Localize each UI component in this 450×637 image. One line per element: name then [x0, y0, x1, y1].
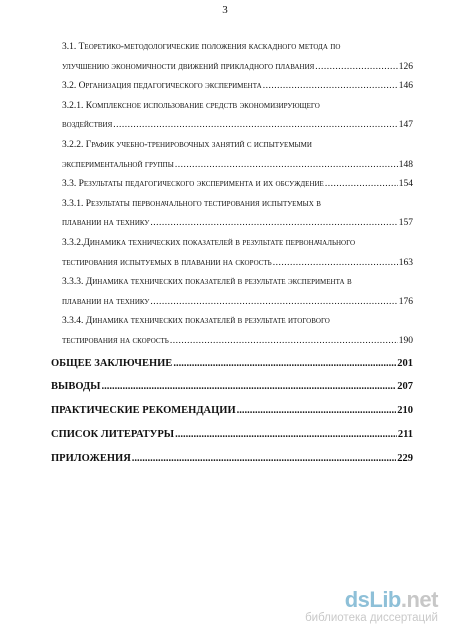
toc-entry-last-line: [62, 116, 413, 136]
toc-leader-dots: [150, 214, 397, 234]
toc-entry-title-line: 3.1. Теоретико-методологические положения каскадного метода по: [62, 42, 341, 52]
toc-entry-title: 3.3. Результаты педагогического эксперимента и их обсуждение: [62, 179, 324, 190]
toc-entry-page: 126: [398, 61, 413, 72]
toc-leader-dots: [175, 156, 398, 176]
toc-entry: [51, 447, 413, 471]
toc-entry-last-line: [62, 214, 413, 234]
toc-entry-title: плавании на технику: [62, 218, 150, 229]
toc-entry-title-line: 3.3.4. Динамика технических показателей в результате итогового: [62, 316, 330, 327]
toc-leader-dots: [150, 293, 397, 313]
toc-entry-title: тестирования на скорость: [62, 335, 169, 346]
toc-entry-last-line: [62, 156, 413, 176]
toc-entry-page: 201: [397, 357, 413, 369]
toc-entry: [51, 423, 413, 447]
toc-leader-dots: [173, 352, 396, 376]
toc-entry: [51, 352, 413, 376]
toc-entry: [62, 97, 413, 136]
toc-leader-dots: [132, 447, 396, 471]
toc-entry-last-line: [51, 399, 413, 423]
toc-entry-page: 210: [397, 405, 413, 417]
toc-leader-dots: [175, 423, 397, 447]
toc-leader-dots: [170, 332, 398, 352]
toc-entry-last-line: [62, 293, 413, 313]
toc-entry-page: 211: [397, 428, 413, 440]
toc-entry-page: 148: [398, 159, 413, 170]
toc-entry-last-line: [62, 332, 413, 352]
toc-entry-title-line: 3.3.2.Динамика технических показателей в результате первоначального: [62, 237, 356, 248]
dslib-logo: [305, 589, 438, 611]
toc-entry-page: 163: [398, 257, 413, 268]
dslib-watermark: [305, 589, 438, 625]
toc-leader-dots: [102, 375, 397, 399]
toc-entry-page: 176: [398, 296, 413, 307]
toc-leader-dots: [325, 175, 398, 195]
toc-leader-dots: [315, 58, 397, 78]
toc-entry: [62, 136, 413, 175]
logo-text-part2: .net: [400, 587, 438, 612]
toc-entry-page: 157: [398, 218, 413, 229]
toc-entry-last-line: [51, 375, 413, 399]
toc-entry-title: экспериментальной группы: [62, 159, 174, 170]
toc-entry-last-line: [62, 175, 413, 195]
toc-entry: [62, 273, 413, 312]
toc-entry-title: СПИСОК ЛИТЕРАТУРЫ: [51, 428, 175, 440]
toc-leader-dots: [113, 116, 398, 136]
toc-entry-last-line: [51, 447, 413, 471]
toc-entry-title: тестирования испытуемых в плавании на скорость: [62, 257, 272, 268]
logo-text-part1: dsLib: [344, 587, 401, 612]
toc-entry-title-line: 3.3.1. Результаты первоначального тестирования испытуемых в: [62, 198, 321, 209]
toc-entry-title: воздействия: [62, 120, 113, 131]
toc-entry-title-line: 3.2.1. Комплексное использование средств экономизирующего: [62, 100, 320, 111]
toc-entry-last-line: [51, 352, 413, 376]
toc-entry-title: плавании на технику: [62, 296, 150, 307]
toc-entry-page: 207: [397, 381, 413, 393]
page-number: 3: [222, 4, 228, 16]
toc-entry-page: 190: [398, 335, 413, 346]
toc-entry-last-line: [51, 423, 413, 447]
toc-entry-title: 3.2. Организация педагогического эксперимента: [62, 81, 262, 92]
toc-entry: [62, 38, 413, 77]
toc-entry-title: улучшению экономичности движений прикладного плавания: [62, 61, 315, 72]
toc-entry-last-line: [62, 77, 413, 97]
toc-entry-last-line: [62, 58, 413, 78]
toc-entry-title-line: 3.2.2. График учебно-тренировочных занятий с испытуемыми: [62, 139, 312, 150]
toc-entry: [51, 375, 413, 399]
toc-entry: [51, 399, 413, 423]
toc-entry-page: 229: [397, 452, 413, 464]
toc-entry-last-line: [62, 254, 413, 274]
toc-entry-page: 146: [398, 81, 413, 92]
toc-entry-title: ВЫВОДЫ: [51, 381, 101, 393]
toc-entry: [62, 234, 413, 273]
toc-entry-title-line: 3.3.3. Динамика технических показателей в результате эксперимента в: [62, 277, 352, 288]
toc-entry: [62, 195, 413, 234]
toc-entry-page: 147: [398, 120, 413, 131]
toc-entry: [62, 312, 413, 351]
toc-entry-title: ОБЩЕЕ ЗАКЛЮЧЕНИЕ: [51, 357, 173, 369]
toc-leader-dots: [263, 77, 398, 97]
toc-leader-dots: [237, 399, 397, 423]
watermark-tagline: библиотека диссертаций: [305, 612, 438, 624]
toc-entry-title: ПРИЛОЖЕНИЯ: [51, 452, 131, 464]
toc-entry: [62, 175, 413, 195]
table-of-contents: [0, 38, 450, 470]
toc-leader-dots: [273, 254, 398, 274]
toc-entry-page: 154: [398, 179, 413, 190]
toc-entry-title: ПРАКТИЧЕСКИЕ РЕКОМЕНДАЦИИ: [51, 405, 236, 417]
toc-entry: [62, 77, 413, 97]
